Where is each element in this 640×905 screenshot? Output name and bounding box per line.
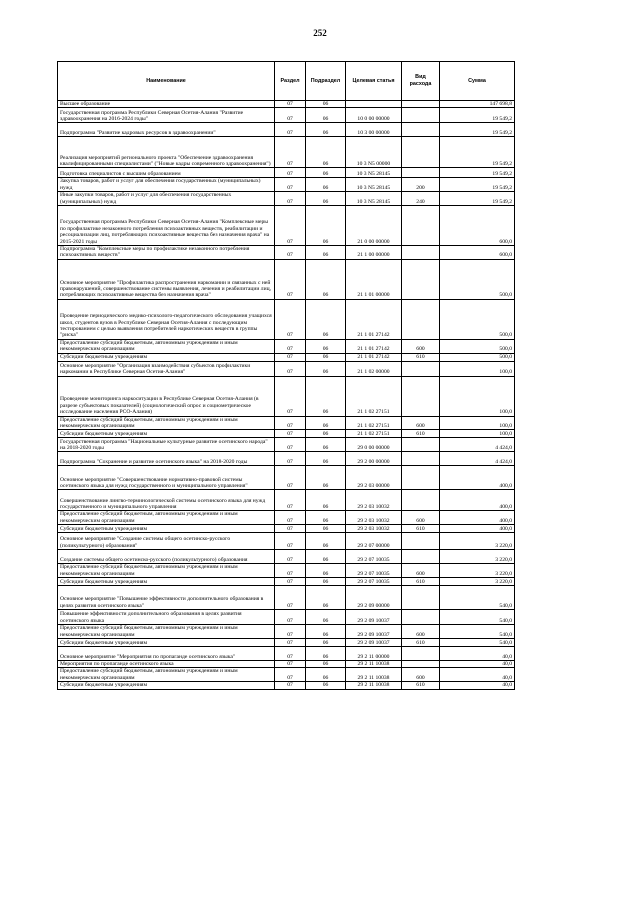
row-razdel-cell: 07 bbox=[275, 438, 306, 452]
row-expense-type-cell: 600 bbox=[402, 511, 440, 525]
row-target-article-cell: 29 2 11 10038 bbox=[346, 660, 402, 667]
row-target-article-cell: 10 0 00 00000 bbox=[346, 108, 402, 123]
header-razdel: Раздел bbox=[275, 62, 306, 101]
row-razdel-cell: 07 bbox=[275, 586, 306, 610]
header-amount: Сумма bbox=[440, 62, 515, 101]
row-expense-type-cell bbox=[402, 168, 440, 178]
table-row bbox=[58, 490, 515, 511]
row-razdel-cell: 07 bbox=[275, 682, 306, 689]
row-amount-cell: 100,0 bbox=[440, 361, 515, 376]
row-amount-cell: 400,0 bbox=[440, 511, 515, 525]
row-name-cell: Предоставление субсидий бюджетным, автономным учреждениям и иным некоммерческим организациям bbox=[58, 511, 275, 525]
row-podrazdel-cell: 06 bbox=[306, 168, 346, 178]
row-target-article-cell: 29 0 00 00000 bbox=[346, 438, 402, 452]
row-target-article-cell: 29 2 03 00000 bbox=[346, 466, 402, 490]
row-razdel-cell: 07 bbox=[275, 525, 306, 533]
table-row bbox=[58, 610, 515, 625]
row-razdel-cell: 07 bbox=[275, 466, 306, 490]
row-razdel-cell: 07 bbox=[275, 137, 306, 168]
row-name-cell: Повышение эффективности дополнительного образования в целях развития осетинского языка bbox=[58, 610, 275, 625]
row-target-article-cell: 21 0 00 00000 bbox=[346, 206, 402, 246]
row-expense-type-cell bbox=[402, 660, 440, 667]
row-razdel-cell: 07 bbox=[275, 108, 306, 123]
table-row bbox=[58, 438, 515, 452]
row-expense-type-cell bbox=[402, 246, 440, 260]
row-podrazdel-cell: 06 bbox=[306, 376, 346, 416]
row-target-article-cell: 29 2 11 10038 bbox=[346, 682, 402, 689]
row-razdel-cell: 07 bbox=[275, 550, 306, 564]
row-podrazdel-cell: 06 bbox=[306, 137, 346, 168]
row-expense-type-cell: 610 bbox=[402, 682, 440, 689]
row-podrazdel-cell: 06 bbox=[306, 206, 346, 246]
row-razdel-cell: 07 bbox=[275, 192, 306, 206]
row-razdel-cell: 07 bbox=[275, 123, 306, 137]
row-podrazdel-cell: 06 bbox=[306, 550, 346, 564]
row-expense-type-cell bbox=[402, 137, 440, 168]
row-expense-type-cell bbox=[402, 490, 440, 511]
row-podrazdel-cell: 06 bbox=[306, 299, 346, 339]
row-target-article-cell: 21 1 01 00000 bbox=[346, 259, 402, 299]
row-podrazdel-cell: 06 bbox=[306, 246, 346, 260]
row-razdel-cell: 07 bbox=[275, 178, 306, 192]
table-row bbox=[58, 550, 515, 564]
row-amount-cell: 19 549,2 bbox=[440, 192, 515, 206]
table-row bbox=[58, 101, 515, 108]
row-name-cell: Иные закупки товаров, работ и услуг для обеспечения государственных (муниципальных) нужд bbox=[58, 192, 275, 206]
row-name-cell: Субсидии бюджетным учреждениям bbox=[58, 682, 275, 689]
row-razdel-cell: 07 bbox=[275, 660, 306, 667]
row-podrazdel-cell: 06 bbox=[306, 438, 346, 452]
row-amount-cell: 19 549,2 bbox=[440, 123, 515, 137]
table-row bbox=[58, 246, 515, 260]
row-amount-cell: 19 549,2 bbox=[440, 168, 515, 178]
row-podrazdel-cell: 06 bbox=[306, 646, 346, 660]
row-name-cell: Совершенствование лингво-терминологической системы осетинского языка для нужд государственного и муниципального управления bbox=[58, 490, 275, 511]
row-name-cell: Государственная программа Республики Северная Осетия-Алания "Комплексные меры по профилактике незаконного потребления психоактивных веществ, реабилитации и ресоциализации лиц, потребляющих психоактивные вещества без назначения врача" на 2015-2021 годы bbox=[58, 206, 275, 246]
row-target-article-cell bbox=[346, 101, 402, 108]
row-name-cell: Основное мероприятие "Создание системы общего осетинско-русского (поликультурного) образования" bbox=[58, 533, 275, 550]
row-razdel-cell: 07 bbox=[275, 511, 306, 525]
row-name-cell: Предоставление субсидий бюджетным, автономным учреждениям и иным некоммерческим организациям bbox=[58, 668, 275, 682]
table-row bbox=[58, 430, 515, 438]
row-amount-cell: 4 424,0 bbox=[440, 452, 515, 466]
row-amount-cell: 600,0 bbox=[440, 246, 515, 260]
row-expense-type-cell: 600 bbox=[402, 416, 440, 430]
row-razdel-cell: 07 bbox=[275, 430, 306, 438]
row-amount-cell: 147 698,8 bbox=[440, 101, 515, 108]
table-row bbox=[58, 137, 515, 168]
row-amount-cell: 19 549,2 bbox=[440, 137, 515, 168]
row-expense-type-cell: 610 bbox=[402, 638, 440, 646]
row-target-article-cell: 10 3 N5 28145 bbox=[346, 178, 402, 192]
row-target-article-cell: 21 1 01 27142 bbox=[346, 353, 402, 361]
row-name-cell: Подпрограмма "Сохранение и развитие осетинского языка" на 2018-2020 годы bbox=[58, 452, 275, 466]
row-target-article-cell: 29 2 07 10035 bbox=[346, 550, 402, 564]
row-target-article-cell: 21 1 02 27151 bbox=[346, 430, 402, 438]
row-podrazdel-cell: 06 bbox=[306, 525, 346, 533]
row-expense-type-cell bbox=[402, 610, 440, 625]
row-name-cell: Мероприятия по пропаганде осетинского языка bbox=[58, 660, 275, 667]
row-podrazdel-cell: 06 bbox=[306, 192, 346, 206]
table-row bbox=[58, 646, 515, 660]
row-expense-type-cell: 240 bbox=[402, 192, 440, 206]
row-name-cell: Предоставление субсидий бюджетным, автономным учреждениям и иным некоммерческим организациям bbox=[58, 625, 275, 639]
table-body bbox=[58, 101, 515, 690]
row-podrazdel-cell: 06 bbox=[306, 564, 346, 578]
row-name-cell: Высшее образование bbox=[58, 101, 275, 108]
row-name-cell: Государственная программа "Национальные культурные развитие осетинского народа" на 2018-2020 годы bbox=[58, 438, 275, 452]
table-row bbox=[58, 178, 515, 192]
row-razdel-cell: 07 bbox=[275, 416, 306, 430]
table-row bbox=[58, 361, 515, 376]
row-razdel-cell: 07 bbox=[275, 668, 306, 682]
row-amount-cell: 3 220,0 bbox=[440, 578, 515, 586]
row-amount-cell: 500,0 bbox=[440, 339, 515, 353]
table-row bbox=[58, 353, 515, 361]
table-row bbox=[58, 466, 515, 490]
row-target-article-cell: 21 1 00 00000 bbox=[346, 246, 402, 260]
row-name-cell: Субсидии бюджетным учреждениям bbox=[58, 638, 275, 646]
row-expense-type-cell: 200 bbox=[402, 178, 440, 192]
row-podrazdel-cell: 06 bbox=[306, 108, 346, 123]
budget-table bbox=[57, 61, 515, 690]
row-expense-type-cell bbox=[402, 646, 440, 660]
row-target-article-cell: 29 2 09 10037 bbox=[346, 638, 402, 646]
row-podrazdel-cell: 06 bbox=[306, 361, 346, 376]
row-amount-cell: 500,0 bbox=[440, 259, 515, 299]
row-razdel-cell: 07 bbox=[275, 638, 306, 646]
row-expense-type-cell: 610 bbox=[402, 525, 440, 533]
row-razdel-cell: 07 bbox=[275, 246, 306, 260]
row-expense-type-cell: 600 bbox=[402, 339, 440, 353]
row-name-cell: Государственная программа Республики Северная Осетия-Алания "Развитие здравоохранения на 2016-2024 годы" bbox=[58, 108, 275, 123]
row-name-cell: Основное мероприятие "Профилактика распространения наркомании и связанных с ней правонарушений, совершенствование системы выявления, лечения и реабилитации лиц, потребляющих психоактивные вещества без назначения врача" bbox=[58, 259, 275, 299]
row-razdel-cell: 07 bbox=[275, 578, 306, 586]
row-expense-type-cell: 600 bbox=[402, 668, 440, 682]
row-expense-type-cell bbox=[402, 299, 440, 339]
row-amount-cell: 40,0 bbox=[440, 660, 515, 667]
row-razdel-cell: 07 bbox=[275, 646, 306, 660]
row-amount-cell: 500,0 bbox=[440, 353, 515, 361]
page-number: 252 bbox=[313, 28, 327, 38]
row-target-article-cell: 29 2 09 00000 bbox=[346, 586, 402, 610]
row-expense-type-cell bbox=[402, 101, 440, 108]
row-expense-type-cell bbox=[402, 376, 440, 416]
row-amount-cell: 100,0 bbox=[440, 376, 515, 416]
row-name-cell: Реализация мероприятий регионального проекта "Обеспечение здравоохранения квалифицированными специалистами" ("Новые кадры современного здравоохранения") bbox=[58, 137, 275, 168]
row-name-cell: Предоставление субсидий бюджетным, автономным учреждениям и иным некоммерческим организациям bbox=[58, 339, 275, 353]
row-target-article-cell: 29 2 09 10037 bbox=[346, 625, 402, 639]
row-name-cell: Закупка товаров, работ и услуг для обеспечения государственных (муниципальных) нужд bbox=[58, 178, 275, 192]
header-target-article: Целевая статья bbox=[346, 62, 402, 101]
row-name-cell: Предоставление субсидий бюджетным, автономным учреждениям и иным некоммерческим организациям bbox=[58, 564, 275, 578]
table-row bbox=[58, 525, 515, 533]
row-name-cell: Основное мероприятие "Повышение эффективности дополнительного образования в целях развития осетинского языка" bbox=[58, 586, 275, 610]
row-podrazdel-cell: 06 bbox=[306, 430, 346, 438]
table-row bbox=[58, 682, 515, 689]
row-razdel-cell: 07 bbox=[275, 206, 306, 246]
row-amount-cell: 400,0 bbox=[440, 466, 515, 490]
row-target-article-cell: 21 1 02 27151 bbox=[346, 376, 402, 416]
row-amount-cell: 40,0 bbox=[440, 646, 515, 660]
row-target-article-cell: 21 1 01 27142 bbox=[346, 299, 402, 339]
row-razdel-cell: 07 bbox=[275, 376, 306, 416]
row-name-cell: Проведение периодического медико-психолого-педагогического обследования учащихся школ, студентов вузов в Республике Северная Осетия-Алания с последующим тестированием с целью выявления потребителей наркотических веществ в группы "риска" bbox=[58, 299, 275, 339]
table-row bbox=[58, 108, 515, 123]
row-expense-type-cell: 610 bbox=[402, 578, 440, 586]
row-name-cell: Предоставление субсидий бюджетным, автономным учреждениям и иным некоммерческим организациям bbox=[58, 416, 275, 430]
table-row bbox=[58, 564, 515, 578]
table-row bbox=[58, 123, 515, 137]
row-amount-cell: 540,0 bbox=[440, 610, 515, 625]
row-podrazdel-cell: 06 bbox=[306, 610, 346, 625]
row-name-cell: Создание системы общего осетинско-русского (поликультурного) образования bbox=[58, 550, 275, 564]
row-razdel-cell: 07 bbox=[275, 259, 306, 299]
table-row bbox=[58, 416, 515, 430]
row-name-cell: Субсидии бюджетным учреждениям bbox=[58, 353, 275, 361]
row-razdel-cell: 07 bbox=[275, 101, 306, 108]
row-target-article-cell: 21 1 02 00000 bbox=[346, 361, 402, 376]
row-amount-cell: 19 549,2 bbox=[440, 108, 515, 123]
row-podrazdel-cell: 06 bbox=[306, 123, 346, 137]
row-amount-cell: 600,0 bbox=[440, 206, 515, 246]
row-expense-type-cell bbox=[402, 452, 440, 466]
table-header-row bbox=[58, 62, 515, 101]
row-amount-cell: 40,0 bbox=[440, 668, 515, 682]
row-podrazdel-cell: 06 bbox=[306, 339, 346, 353]
row-target-article-cell: 21 1 02 27151 bbox=[346, 416, 402, 430]
row-expense-type-cell bbox=[402, 123, 440, 137]
row-target-article-cell: 29 2 03 10032 bbox=[346, 490, 402, 511]
row-podrazdel-cell: 06 bbox=[306, 660, 346, 667]
row-amount-cell: 540,0 bbox=[440, 586, 515, 610]
row-podrazdel-cell: 06 bbox=[306, 586, 346, 610]
row-amount-cell: 3 220,0 bbox=[440, 550, 515, 564]
row-podrazdel-cell: 06 bbox=[306, 353, 346, 361]
row-target-article-cell: 10 3 N5 28145 bbox=[346, 192, 402, 206]
row-name-cell: Субсидии бюджетным учреждениям bbox=[58, 430, 275, 438]
row-target-article-cell: 29 2 00 00000 bbox=[346, 452, 402, 466]
row-name-cell: Подпрограмма "Комплексные меры по профилактике незаконного потребления психоактивных веществ" bbox=[58, 246, 275, 260]
row-expense-type-cell: 600 bbox=[402, 564, 440, 578]
row-expense-type-cell bbox=[402, 466, 440, 490]
row-target-article-cell: 29 2 07 00000 bbox=[346, 533, 402, 550]
row-amount-cell: 400,0 bbox=[440, 490, 515, 511]
table-row bbox=[58, 339, 515, 353]
row-name-cell: Подготовка специалистов с высшим образованием bbox=[58, 168, 275, 178]
row-expense-type-cell bbox=[402, 108, 440, 123]
row-podrazdel-cell: 06 bbox=[306, 578, 346, 586]
row-target-article-cell: 29 2 03 10032 bbox=[346, 511, 402, 525]
table-row bbox=[58, 660, 515, 667]
table-row bbox=[58, 533, 515, 550]
row-expense-type-cell: 600 bbox=[402, 625, 440, 639]
header-podrazdel: Подраздел bbox=[306, 62, 346, 101]
row-expense-type-cell bbox=[402, 550, 440, 564]
row-razdel-cell: 07 bbox=[275, 452, 306, 466]
row-target-article-cell: 29 2 11 00000 bbox=[346, 646, 402, 660]
row-amount-cell: 100,0 bbox=[440, 430, 515, 438]
row-podrazdel-cell: 06 bbox=[306, 638, 346, 646]
row-expense-type-cell bbox=[402, 438, 440, 452]
row-target-article-cell: 29 2 09 10037 bbox=[346, 610, 402, 625]
row-razdel-cell: 07 bbox=[275, 625, 306, 639]
row-amount-cell: 3 220,0 bbox=[440, 533, 515, 550]
row-podrazdel-cell: 06 bbox=[306, 101, 346, 108]
row-expense-type-cell bbox=[402, 259, 440, 299]
row-podrazdel-cell: 06 bbox=[306, 533, 346, 550]
table-row bbox=[58, 452, 515, 466]
row-target-article-cell: 29 2 03 10032 bbox=[346, 525, 402, 533]
row-amount-cell: 19 549,2 bbox=[440, 178, 515, 192]
table-row bbox=[58, 625, 515, 639]
row-amount-cell: 500,0 bbox=[440, 299, 515, 339]
row-razdel-cell: 07 bbox=[275, 299, 306, 339]
table-row bbox=[58, 638, 515, 646]
row-amount-cell: 540,0 bbox=[440, 638, 515, 646]
row-target-article-cell: 29 2 11 10038 bbox=[346, 668, 402, 682]
row-name-cell: Основное мероприятие "Совершенствование нормативно-правовой системы осетинского языка для нужд государственного и муниципального управления" bbox=[58, 466, 275, 490]
row-target-article-cell: 29 2 07 10035 bbox=[346, 564, 402, 578]
row-name-cell: Подпрограмма "Развитие кадровых ресурсов в здравоохранении" bbox=[58, 123, 275, 137]
table-row bbox=[58, 586, 515, 610]
row-razdel-cell: 07 bbox=[275, 610, 306, 625]
row-name-cell: Субсидии бюджетным учреждениям bbox=[58, 525, 275, 533]
row-razdel-cell: 07 bbox=[275, 339, 306, 353]
row-target-article-cell: 10 3 N5 28145 bbox=[346, 168, 402, 178]
row-podrazdel-cell: 06 bbox=[306, 466, 346, 490]
row-expense-type-cell bbox=[402, 533, 440, 550]
row-target-article-cell: 10 3 00 00000 bbox=[346, 123, 402, 137]
row-name-cell: Субсидии бюджетным учреждениям bbox=[58, 578, 275, 586]
table-row bbox=[58, 376, 515, 416]
row-expense-type-cell bbox=[402, 361, 440, 376]
row-amount-cell: 400,0 bbox=[440, 525, 515, 533]
row-target-article-cell: 10 3 N5 00000 bbox=[346, 137, 402, 168]
table-row bbox=[58, 578, 515, 586]
header-expense-type: Вид расхода bbox=[402, 62, 440, 101]
row-name-cell: Основное мероприятие "Мероприятия по пропаганде осетинского языка" bbox=[58, 646, 275, 660]
row-name-cell: Основное мероприятие "Организация взаимодействия субъектов профилактики наркомании в Республике Северная Осетия-Алания" bbox=[58, 361, 275, 376]
row-amount-cell: 3 220,0 bbox=[440, 564, 515, 578]
row-razdel-cell: 07 bbox=[275, 564, 306, 578]
row-podrazdel-cell: 06 bbox=[306, 178, 346, 192]
row-target-article-cell: 21 1 01 27142 bbox=[346, 339, 402, 353]
row-target-article-cell: 29 2 07 10035 bbox=[346, 578, 402, 586]
row-podrazdel-cell: 06 bbox=[306, 452, 346, 466]
header-name: Наименование bbox=[58, 62, 275, 101]
table-row bbox=[58, 192, 515, 206]
table-row bbox=[58, 299, 515, 339]
row-name-cell: Проведение мониторинга наркоситуации в Республике Северная Осетия-Алания (в разрезе субъектовых показателей) (социологический опрос и социометрическое исследование населения РСО-Алания) bbox=[58, 376, 275, 416]
row-podrazdel-cell: 06 bbox=[306, 490, 346, 511]
row-expense-type-cell bbox=[402, 206, 440, 246]
row-podrazdel-cell: 06 bbox=[306, 511, 346, 525]
row-podrazdel-cell: 06 bbox=[306, 259, 346, 299]
row-expense-type-cell: 610 bbox=[402, 353, 440, 361]
table-row bbox=[58, 668, 515, 682]
row-razdel-cell: 07 bbox=[275, 168, 306, 178]
row-razdel-cell: 07 bbox=[275, 490, 306, 511]
row-razdel-cell: 07 bbox=[275, 353, 306, 361]
table-row bbox=[58, 259, 515, 299]
row-razdel-cell: 07 bbox=[275, 533, 306, 550]
row-amount-cell: 40,0 bbox=[440, 682, 515, 689]
table-row bbox=[58, 168, 515, 178]
row-podrazdel-cell: 06 bbox=[306, 416, 346, 430]
table-row bbox=[58, 206, 515, 246]
row-podrazdel-cell: 06 bbox=[306, 625, 346, 639]
row-amount-cell: 4 424,0 bbox=[440, 438, 515, 452]
row-expense-type-cell: 610 bbox=[402, 430, 440, 438]
row-podrazdel-cell: 06 bbox=[306, 668, 346, 682]
row-amount-cell: 540,0 bbox=[440, 625, 515, 639]
row-razdel-cell: 07 bbox=[275, 361, 306, 376]
table-row bbox=[58, 511, 515, 525]
row-amount-cell: 100,0 bbox=[440, 416, 515, 430]
row-podrazdel-cell: 06 bbox=[306, 682, 346, 689]
row-expense-type-cell bbox=[402, 586, 440, 610]
